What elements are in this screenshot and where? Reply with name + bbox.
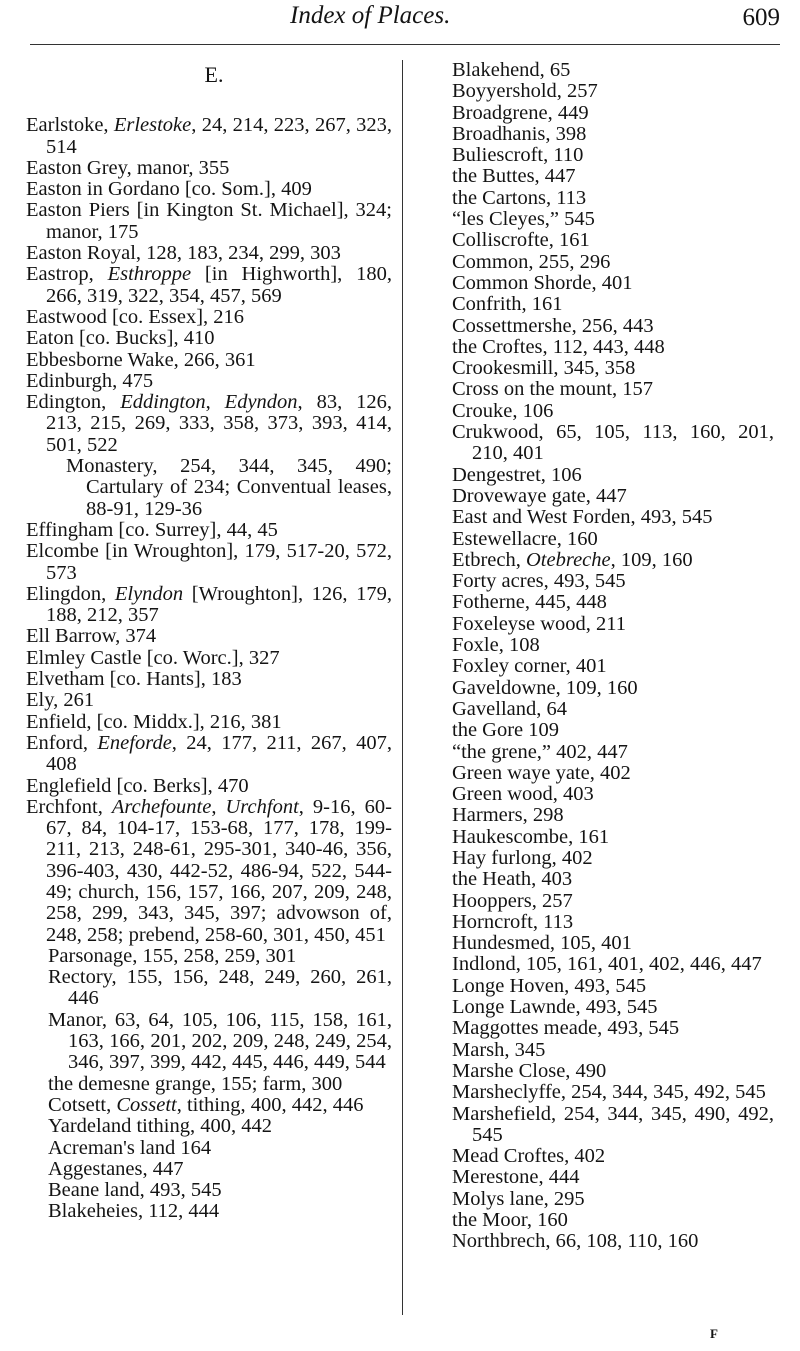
index-entry (26, 115, 392, 158)
entry-text: Monastery, 254, 344, 345, 490; Cartulary of 234; Conventual leases, 88-91, 129-36 (66, 455, 392, 520)
column-divider (402, 60, 403, 1315)
entry-text: , 24, 177, 211, 267, 407, 408 (46, 731, 392, 776)
index-entry (452, 742, 774, 763)
index-entry (452, 1061, 774, 1082)
entry-text: Green wood, 403 (452, 783, 594, 806)
entry-text: the Cartons, 113 (452, 186, 587, 209)
entry-text: Elvetham [co. Hants], 183 (26, 668, 242, 691)
index-entry (26, 243, 392, 264)
index-entry (452, 507, 774, 528)
entry-text: the demesne grange, 155; farm, 300 (48, 1072, 343, 1095)
entry-text: Ebbesborne Wake, 266, 361 (26, 348, 256, 371)
entry-text: , tithing, 400, 442, 446 (176, 1093, 364, 1116)
index-entry (26, 669, 392, 690)
entry-text: Elmley Castle [co. Worc.], 327 (26, 646, 280, 669)
index-entry (452, 933, 774, 954)
entry-text: Crukwood, 65, 105, 113, 160, 201, 210, 401 (452, 421, 774, 465)
index-entry (452, 465, 774, 486)
index-entry (26, 520, 392, 541)
entry-text: Hay furlong, 402 (452, 846, 593, 869)
entry-text: Yardeland tithing, 400, 442 (48, 1115, 272, 1138)
entry-text: Drovewaye gate, 447 (452, 484, 627, 507)
entry-text: Common, 255, 296 (452, 250, 611, 273)
entry-text: Green waye yate, 402 (452, 761, 631, 784)
index-entry (452, 401, 774, 422)
entry-text: Effingham [co. Surrey], 44, 45 (26, 518, 278, 541)
index-entry (26, 1159, 392, 1180)
index-entry (452, 784, 774, 805)
entry-text: Etbrech, (452, 548, 526, 571)
entry-text: Mead Croftes, 402 (452, 1145, 606, 1168)
entry-text: Harmers, 298 (452, 804, 564, 827)
index-entry (26, 1138, 392, 1159)
entry-text: Enfield, [co. Middx.], 216, 381 (26, 710, 282, 733)
index-entry (452, 678, 774, 699)
index-entry (452, 422, 774, 465)
entry-text: Easton Piers [in Kington St. Michael], 324; manor, 175 (26, 199, 392, 243)
entry-text: , 83, 126, 213, 215, 269, 333, 358, 373, 393, 414, 501, 522 (46, 391, 392, 456)
entry-text: Longe Lawnde, 493, 545 (452, 996, 658, 1019)
index-entry (26, 1116, 392, 1137)
entry-text: Edinburgh, 475 (26, 369, 154, 392)
entry-text: , 24, 214, 223, 267, 323, 514 (46, 114, 392, 158)
entry-text: Elingdon, (26, 582, 115, 605)
index-entry (452, 529, 774, 550)
entry-text: “les Cleyes,” 545 (452, 208, 595, 231)
index-entry (452, 60, 774, 81)
entry-text: Crouke, 106 (452, 399, 554, 422)
entry-text: Aggestanes, 447 (48, 1157, 184, 1180)
index-entry (452, 805, 774, 826)
entry-variant-italic: Edyndon (224, 391, 298, 414)
entry-text: Marsh, 345 (452, 1038, 546, 1061)
index-entry (26, 371, 392, 392)
index-entry (452, 550, 774, 571)
index-entry (26, 200, 392, 243)
index-entry (26, 1074, 392, 1095)
entry-variant-italic: Otebreche (526, 548, 611, 571)
entry-text: Marshefield, 254, 344, 345, 490, 492, 545 (452, 1102, 774, 1146)
index-entry (452, 166, 774, 187)
index-entry (26, 797, 392, 946)
entry-text: Maggottes meade, 493, 545 (452, 1017, 680, 1040)
index-entry (452, 912, 774, 933)
entry-text: the Gore 109 (452, 719, 560, 742)
entry-text: Crookesmill, 345, 358 (452, 357, 636, 380)
index-entry (26, 264, 392, 307)
index-entry (452, 571, 774, 592)
index-entry (452, 273, 774, 294)
entry-text: Forty acres, 493, 545 (452, 570, 626, 593)
index-entry (452, 954, 774, 975)
entry-text: , 109, 160 (610, 548, 693, 571)
entry-text: Beane land, 493, 545 (48, 1179, 222, 1202)
index-entry (26, 392, 392, 456)
header-rule (30, 44, 780, 45)
entry-text: , 9-16, 60-67, 84, 104-17, 153-68, 177, 178, 199-211, 213, 248-61, 295-301, 340-46, 356, 396-403, 430, 442-52, 486-94, 522, 544-49; church, 156, 157, 166, 207, 209, 248, 258, 299, 343, 345, 397; advowson of, 248, 258; prebend, 258-60, 301, 450, 451 (46, 795, 392, 946)
index-entry (452, 848, 774, 869)
entry-variant-italic: Eddington (120, 391, 206, 414)
entry-text: Enford, (26, 731, 98, 754)
index-entry (26, 541, 392, 584)
entry-text: Confrith, 161 (452, 293, 563, 316)
entry-text: Eastrop, (26, 263, 108, 286)
entry-text: Eaton [co. Bucks], 410 (26, 327, 215, 350)
index-entry (452, 209, 774, 230)
index-entry (452, 869, 774, 890)
index-entry (452, 1018, 774, 1039)
entry-text: Hooppers, 257 (452, 889, 573, 912)
index-entry (452, 230, 774, 251)
entry-text: , (211, 795, 226, 818)
entry-text: Hundesmed, 105, 401 (452, 932, 632, 955)
entry-text: Broadhanis, 398 (452, 122, 587, 145)
index-entry (452, 720, 774, 741)
entry-text: Marshe Close, 490 (452, 1059, 607, 1082)
entry-text: Foxle, 108 (452, 634, 540, 657)
entry-text: Ell Barrow, 374 (26, 625, 157, 648)
index-entry (452, 1146, 774, 1167)
entry-text: the Heath, 403 (452, 868, 573, 891)
index-entry (452, 1104, 774, 1147)
index-entry (452, 763, 774, 784)
index-entry (452, 103, 774, 124)
index-entry (452, 486, 774, 507)
entry-text: [Wroughton], 126, 179, 188, 212, 357 (46, 582, 392, 627)
catchword: F (710, 1326, 718, 1341)
index-entry (452, 976, 774, 997)
index-entry (452, 1167, 774, 1188)
entry-text: Haukescombe, 161 (452, 825, 610, 848)
index-entry (26, 690, 392, 711)
index-entry (452, 188, 774, 209)
entry-text: Blakeheies, 112, 444 (48, 1200, 220, 1223)
entry-text: Parsonage, 155, 258, 259, 301 (48, 944, 297, 967)
index-entry (452, 635, 774, 656)
entry-text: Easton Grey, manor, 355 (26, 156, 230, 179)
entry-text: the Croftes, 112, 443, 448 (452, 335, 665, 358)
index-entry (26, 328, 392, 349)
entry-text: Horncroft, 113 (452, 910, 574, 933)
entry-text: Eastwood [co. Essex], 216 (26, 305, 245, 328)
entry-text: Longe Hoven, 493, 545 (452, 974, 647, 997)
index-entry (26, 946, 392, 967)
entry-variant-italic: Esthroppe (107, 263, 192, 286)
entry-text: Foxeleyse wood, 211 (452, 612, 627, 635)
running-title: Index of Places. (290, 2, 451, 29)
entry-text: Rectory, 155, 156, 248, 249, 260, 261, 446 (48, 966, 392, 1010)
entry-text: Earlstoke, (26, 114, 114, 137)
index-entry (452, 379, 774, 400)
index-entry (452, 614, 774, 635)
index-entry (452, 124, 774, 145)
index-entry (452, 1082, 774, 1103)
page-header (0, 0, 800, 44)
index-entry (452, 252, 774, 273)
index-entry (26, 179, 392, 200)
index-entry (452, 656, 774, 677)
index-entry (452, 81, 774, 102)
entry-text: Boyyershold, 257 (452, 80, 598, 103)
index-entry (26, 350, 392, 371)
entry-text: “the grene,” 402, 447 (452, 740, 628, 763)
left-entry-list (26, 115, 392, 1222)
entry-text: Cotsett, (48, 1093, 117, 1116)
index-entry (26, 1010, 392, 1074)
index-entry (26, 712, 392, 733)
entry-text: Blakehend, 65 (452, 59, 571, 81)
index-entry (452, 997, 774, 1018)
entry-text: Marsheclyffe, 254, 344, 345, 492, 545 (452, 1081, 766, 1104)
index-entry (452, 827, 774, 848)
index-entry (452, 891, 774, 912)
index-entry (452, 337, 774, 358)
entry-text: Colliscrofte, 161 (452, 229, 590, 252)
entry-text: Molys lane, 295 (452, 1187, 585, 1210)
entry-text: Manor, 63, 64, 105, 106, 115, 158, 161, 163, 166, 201, 202, 209, 248, 249, 254, 346, 397, 399, 442, 445, 446, 449, 544 (48, 1008, 392, 1074)
entry-text: Gaveldowne, 109, 160 (452, 676, 638, 699)
entry-text: Acreman's land 164 (48, 1136, 212, 1159)
page-number: 609 (742, 4, 780, 31)
entry-text: Easton Royal, 128, 183, 234, 299, 303 (26, 242, 341, 265)
index-entry (26, 648, 392, 669)
entry-text: Englefield [co. Berks], 470 (26, 774, 249, 797)
entry-text: Elcombe [in Wroughton], 179, 517-20, 572, 573 (26, 540, 392, 584)
index-entry (26, 456, 392, 520)
index-entry (452, 1189, 774, 1210)
right-column (452, 60, 774, 1253)
entry-text: Dengestret, 106 (452, 463, 582, 486)
entry-text: Northbrech, 66, 108, 110, 160 (452, 1230, 699, 1253)
entry-text: the Buttes, 447 (452, 165, 576, 188)
index-entry (452, 1231, 774, 1252)
right-entry-list (452, 60, 774, 1253)
entry-text: Common Shorde, 401 (452, 271, 633, 294)
index-entry (26, 776, 392, 797)
entry-text: Gavelland, 64 (452, 697, 567, 720)
index-entry (26, 967, 392, 1010)
entry-text: Buliescroft, 110 (452, 144, 584, 167)
index-entry (26, 158, 392, 179)
index-entry (452, 592, 774, 613)
index-entry (26, 584, 392, 627)
entry-text: Cross on the mount, 157 (452, 378, 654, 401)
index-entry (26, 1180, 392, 1201)
index-entry (452, 316, 774, 337)
entry-text: Foxley corner, 401 (452, 655, 607, 678)
entry-variant-italic: Urchfont (225, 795, 299, 818)
index-entry (452, 1210, 774, 1231)
entry-text: [in Highworth], 180, 266, 319, 322, 354, 457, 569 (46, 263, 392, 307)
index-entry (452, 145, 774, 166)
entry-text: Estewellacre, 160 (452, 527, 598, 550)
entry-text: Fotherne, 445, 448 (452, 591, 607, 614)
entry-variant-italic: Archefounte (111, 795, 212, 818)
entry-text: the Moor, 160 (452, 1209, 568, 1232)
index-entry (26, 733, 392, 776)
entry-text: Erchfont, (26, 795, 112, 818)
section-letter: E. (204, 62, 224, 87)
entry-text: East and West Forden, 493, 545 (452, 506, 713, 529)
entry-text: Indlond, 105, 161, 401, 402, 446, 447 (452, 953, 762, 976)
entry-text: Cossettmershe, 256, 443 (452, 314, 654, 337)
index-entry (452, 294, 774, 315)
index-entry (26, 1201, 392, 1222)
index-entry (26, 1095, 392, 1116)
left-column (26, 60, 392, 1223)
entry-variant-italic: Erlestoke (113, 114, 192, 137)
entry-text: Broadgrene, 449 (452, 101, 589, 124)
index-entry (452, 1040, 774, 1061)
entry-text: , (205, 391, 225, 414)
index-entry (452, 699, 774, 720)
index-entry (452, 358, 774, 379)
entry-text: Merestone, 444 (452, 1166, 580, 1189)
entry-variant-italic: Eneforde (97, 731, 172, 754)
entry-text: Edington, (26, 391, 121, 414)
index-entry (26, 626, 392, 647)
entry-variant-italic: Elyndon (114, 582, 184, 605)
index-entry (26, 307, 392, 328)
entry-variant-italic: Cossett (116, 1093, 177, 1116)
entry-text: Ely, 261 (26, 689, 95, 712)
entry-text: Easton in Gordano [co. Som.], 409 (26, 178, 312, 201)
